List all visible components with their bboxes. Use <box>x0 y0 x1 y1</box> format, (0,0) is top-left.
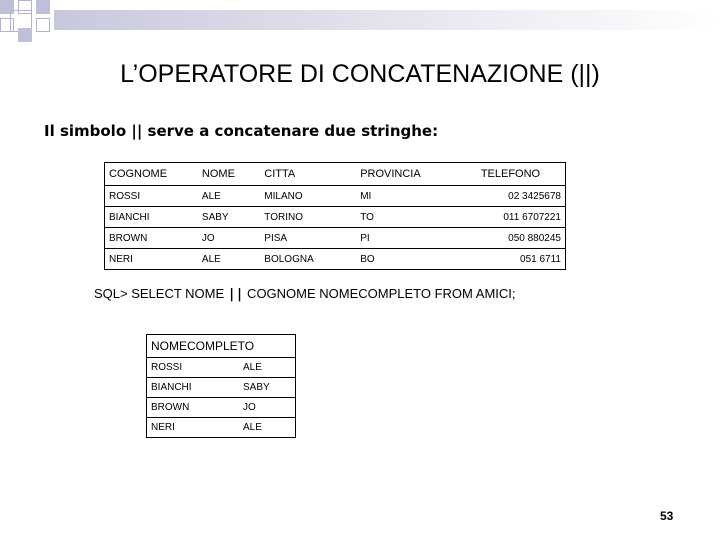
amici-table <box>104 162 566 270</box>
decor-square <box>36 0 50 14</box>
table-cell: 011 6707221 <box>456 207 566 228</box>
table-cell: BOLOGNA <box>264 253 314 265</box>
table-cell: NERI <box>109 253 133 265</box>
page-number: 53 <box>660 509 674 523</box>
result-table <box>146 334 296 438</box>
table-row <box>105 186 566 207</box>
table-cell: NERI <box>151 422 175 433</box>
table-header-row <box>105 163 566 186</box>
table-cell: MILANO <box>260 186 356 207</box>
column-header: NOMECOMPLETO <box>147 335 296 358</box>
table-cell: ROSSI <box>105 186 198 207</box>
table-row <box>147 378 296 398</box>
decor-square <box>18 28 32 42</box>
column-header: CITTA <box>260 163 356 186</box>
decor-square <box>36 18 50 32</box>
table-cell: SABY <box>198 207 260 228</box>
intro-text: Il simbolo || serve a concatenare due stringhe: <box>44 122 439 140</box>
table-cell: TO <box>356 207 456 228</box>
table-cell: 050 880245 <box>456 228 566 249</box>
table-cell: SABY <box>239 378 296 398</box>
column-header: TELEFONO <box>456 163 566 186</box>
table-row <box>147 418 296 438</box>
table-row <box>105 228 566 249</box>
table-row <box>105 249 566 270</box>
table-cell: TORINO <box>260 207 356 228</box>
table-cell: ALE <box>201 253 221 265</box>
table-cell: 02 3425678 <box>456 186 566 207</box>
column-header: NOME <box>198 163 260 186</box>
sql-operator: || <box>227 287 244 302</box>
table-cell: MI <box>356 186 456 207</box>
sql-after: COGNOME NOMECOMPLETO FROM AMICI; <box>243 286 516 301</box>
table-cell: ROSSI <box>147 358 240 378</box>
column-header: COGNOME <box>105 163 198 186</box>
slide-title: L’OPERATORE DI CONCATENAZIONE (||) <box>120 60 600 88</box>
table-cell: ALE <box>198 186 260 207</box>
table-cell: PI <box>356 228 456 249</box>
table-cell: BO <box>360 253 375 265</box>
sql-statement <box>94 286 516 302</box>
table-cell: PISA <box>260 228 356 249</box>
table-row <box>147 358 296 378</box>
table-row <box>147 398 296 418</box>
header-gradient-bar <box>54 10 720 30</box>
table-cell: 051 6711 <box>520 253 561 265</box>
table-cell: BIANCHI <box>105 207 198 228</box>
table-cell: ALE <box>243 422 262 433</box>
result-header-row <box>147 335 296 358</box>
table-cell: BIANCHI <box>147 378 240 398</box>
table-row <box>105 207 566 228</box>
sql-before: SQL> SELECT NOME <box>94 286 228 301</box>
table-cell: ALE <box>239 358 296 378</box>
column-header: PROVINCIA <box>356 163 456 186</box>
table-cell: JO <box>239 398 296 418</box>
table-cell: BROWN <box>105 228 198 249</box>
table-cell: BROWN <box>147 398 240 418</box>
table-cell: JO <box>198 228 260 249</box>
